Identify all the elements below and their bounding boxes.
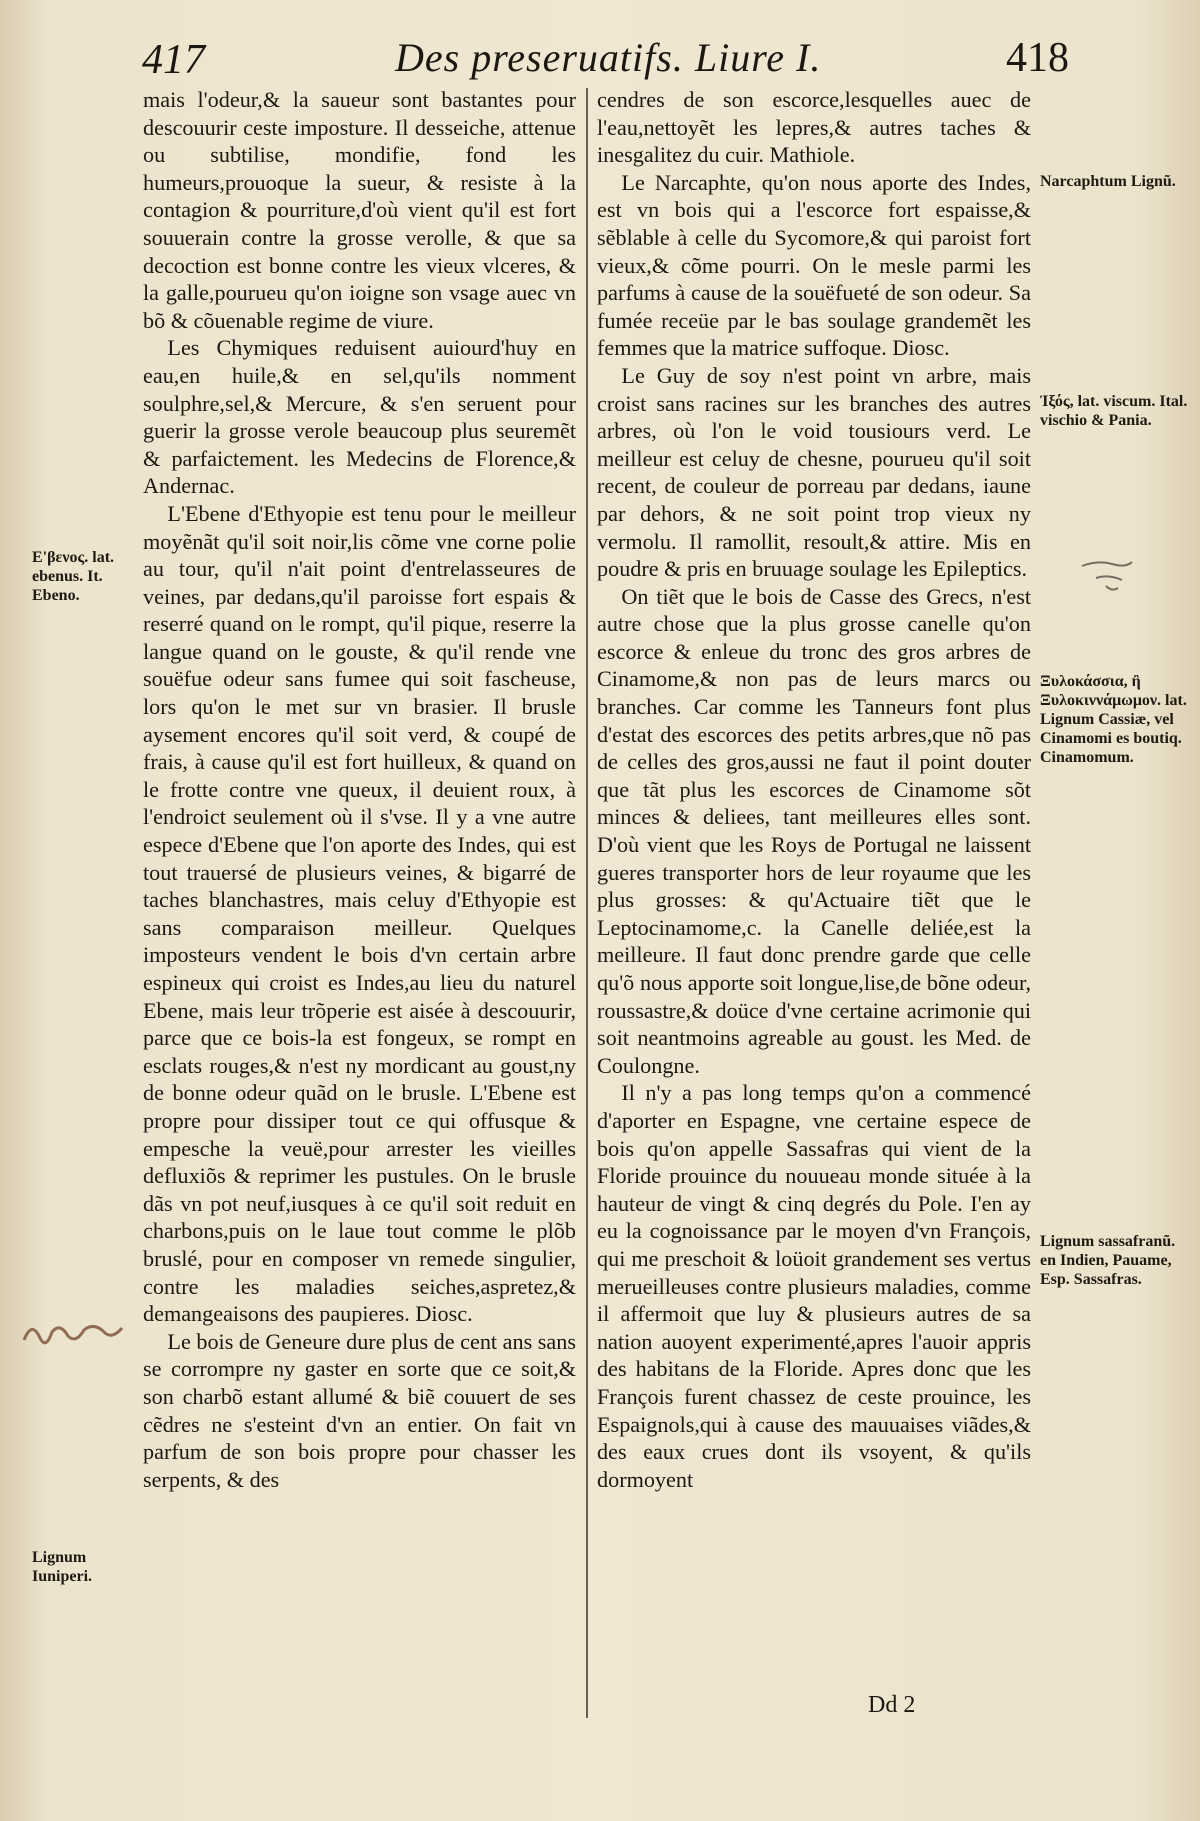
margin-note-cassia: Ξυλοκάσσια, ἢ Ξυλοκιννάμωμον. lat. Lignum Cassiæ, vel Cinamomi es boutiq. Cinamomum. bbox=[1040, 673, 1187, 766]
paragraph-sassafras: Il n'y a pas long temps qu'on a commencé d'aporter en Espagne, vne certaine espece de bois qu'on appelle Sassafras qui vient de la Floride prouince du nouueau monde située à la hauteur de vingt & cinq degrés du Pole. I'en ay eu la cognoissance par le moyen d'vn François, qui me preschoit & loüoit grandement ses vertus merueilleuses contre plusieurs maladies, comme il affermoit que luy & plusieurs autres de sa nation auoyent experimenté,apres l'auoir appris des habitans de la Floride. Apres donc que les François furent chassez de ceste prouince, les Espaignols,qui à cause des mauuaises viãdes,& des eaux crues dont ils vsoyent, & qu'ils dormoyent bbox=[597, 1080, 1031, 1492]
paragraph-casse: On tiẽt que le bois de Casse des Grecs, n'est autre chose que la plus grosse canelle qu'on escorce & enleue du tronc des gros arbres de Cinamome,& non pas de leurs marcs ou branches. Car comme les Tanneurs font plus d'estat des escorces des petits arbres,que nõ pas de celles des gros,aussi ne faut il point douter que tãt plus les escorces de Cinamome sõt minces & deliees, tant meilleures elles sont. D'où vient que les Roys de Portugal ne laissent gueres transporter hors de leur royaume que les plus grosses: & qu'Actuaire tiẽt que le Leptocinamome,c. la Canelle deliée,est la meilleure. Il faut donc prendre garde que celle qu'õ nous apporte soit longue,lise,de bõne odeur, roussastre,& doüce d'vne certaine acrimonie qui soit neantmoins agreable au goust. les Med. de Coulongne. bbox=[597, 583, 1031, 1078]
paragraph-ebene: L'Ebene d'Ethyopie est tenu pour le meilleur moyẽnãt qu'il soit noir,lis cõme vne corne polie au tour, qu'il n'ait point d'entrelasseures de veines, par dedans,qu'il paroisse fort espais & reserré quand on le rompt, qu'il pique, reserre la langue quand on le gouste, & qu'il rende vne souëfue odeur sans fumee qui soit fascheuse, lors qu'on le met sur vn brasier. Il brusle aysement encores qu'il soit verd, & coupé de frais, à cause qu'il est fort huilleux, & quand on le frotte contre vne queux, il deuient roux, à l'endroict seulement où il s'vse. Il y a vne autre espece d'Ebene que l'on aporte des Indes, qui est tout trauersé de plusieurs veines, & bigarré de taches blanchastres, mais celuy d'Ethyopie est sans comparaison meilleur. Quelques imposteurs vendent le bois d'vn certain arbre espineux qui croist es Indes,au lieu du naturel Ebene, mais leur trõperie est aisée à descouurir, parce que ce bois-la est fongeux, se rompt en esclats rouges,& n'est ny mordicant au goust,ny de bonne odeur quãd on le brusle. L'Ebene est propre pour dissiper tout ce qui offusque & empesche la veuë,pour arrester les vieilles defluxiõs & reprimer les pustules. On le brusle dãs vn pot neuf,iusques à ce qu'il soit reduit en charbons,puis on le laue tout comme le plõb bruslé, pour en composer vn remede singulier, contre les maladies seiches,aspretez,& demangeaisons des paupieres. Diosc. bbox=[143, 500, 576, 1327]
paragraph-guy: Le Guy de soy n'est point vn arbre, mais croist sans racines sur les branches des autres arbres, où l'on le void tousiours verd. Le meilleur est celuy de chesne, pourueu qu'il soit recent, de couleur de porreau par dedans, iaune par dehors, & ne soit point trop vieux ny vermolu. Il ramollit, resoult,& attire. Mis en poudre & pris en bruuage soulage les Epileptics. bbox=[597, 362, 1031, 582]
margin-note-viscum: Ἰξός, lat. viscum. Ital. vischio & Pania. bbox=[1040, 393, 1188, 429]
running-title: Des preseruatifs. Liure I. bbox=[395, 35, 822, 80]
margin-note-sassafras: Lignum sassafranũ. en Indien, Pauame, Esp. Sassafras. bbox=[1040, 1233, 1176, 1288]
paragraph-chymiques: Les Chymiques reduisent auiourd'huy en eau,en huile,& en sel,qu'ils nomment soulphre,sel,& Mercure, & s'en seruent pour guerir la grosse verole beaucoup plus seuremẽt & parfaictement. les Medecins de Florence,& Andernac. bbox=[143, 335, 576, 499]
running-header bbox=[0, 28, 1200, 88]
page-number-left: 417 bbox=[142, 37, 205, 83]
paragraph-geneure: Le bois de Geneure dure plus de cent ans sans se corrompre ny gaster en sorte que ce soit,& son charbõ estant allumé & biẽ couuert de ses cẽdres ne s'esteint d'vn an entier. On fait vn parfum de son bois propre pour chasser les serpents, & des bbox=[143, 1328, 576, 1492]
right-column bbox=[597, 86, 1031, 1493]
paragraph-guaiac-continuation: mais l'odeur,& la saueur sont bastantes pour descouurir ceste imposture. Il desseiche, attenue ou subtilise, mondifie, fond les humeurs,prouoque la sueur, & resiste à la contagion & pourriture,d'où vient qu'il est fort souuerain contre la grosse verolle, & que sa decoction est bonne contre les vieux vlceres, & la galle,pourueu qu'on ioigne son vsage auec vn bõ & cõuenable regime de viure. bbox=[143, 87, 576, 333]
left-column bbox=[143, 86, 576, 1493]
signature-mark: Dd 2 bbox=[868, 1692, 916, 1718]
paragraph-geneure-continuation: cendres de son escorce,lesquelles auec de l'eau,nettoyẽt les lepres,& autres taches & inesgalitez du cuir. Mathiole. bbox=[597, 87, 1031, 168]
margin-note-narcaphtum: Narcaphtum Lignũ. bbox=[1040, 173, 1176, 190]
margin-note-ebenus: E'βενος. lat. ebenus. It. Ebeno. bbox=[32, 549, 115, 604]
pencil-mark-icon bbox=[1078, 556, 1138, 596]
margin-note-lignum-iuniperi: Lignum Iuniperi. bbox=[32, 1549, 93, 1585]
page-number-right: 418 bbox=[1006, 35, 1069, 81]
paragraph-narcaphte: Le Narcaphte, qu'on nous aporte des Indes, est vn bois qui a l'escorce fort espaisse,& sẽblable à celle du Sycomore,& qui paroist fort vieux,& cõme pourri. On le mesle parmi les parfums à cause de la souëfueté de son odeur. Sa fumée receüe par le bas soulage grandemẽt les femmes que la matrice suffoque. Diosc. bbox=[597, 169, 1031, 361]
column-divider bbox=[586, 88, 588, 1718]
ink-scribble-icon bbox=[18, 1310, 128, 1360]
